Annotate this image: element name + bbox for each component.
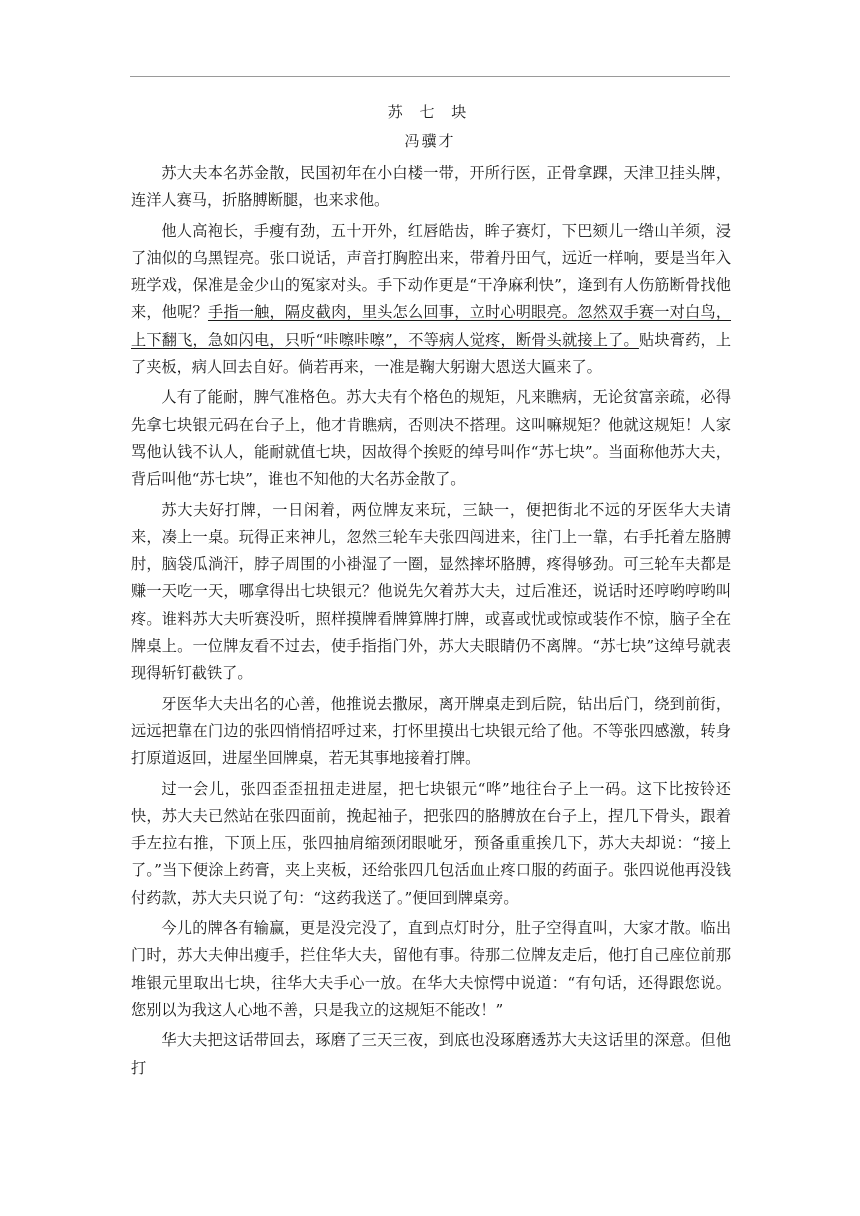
story-body [131, 160, 731, 1085]
paragraph: 今儿的牌各有输赢，更是没完没了，直到点灯时分，肚子空得直叫，大家才散。临出门时，苏大夫伸出瘦手，拦住华大夫，留他有事。待那二位牌友走后，他打自己座位前那堆银元里取出七块，往华大夫手心一放。在华大夫惊愕中说道：“有句话，还得跟您说。您别以为我这人心地不善，只是我立的这规矩不能改！” [131, 919, 731, 1019]
paragraph: 华大夫把这话带回去，琢磨了三天三夜，到底也没琢磨透苏大夫这话里的深意。但他打 [131, 1031, 731, 1077]
story-title: 苏 七 块 [387, 103, 473, 121]
paragraph: 过一会儿，张四歪歪扭扭走进屋，把七块银元“哗”地往台子上一码。这下比按铃还快，苏大夫已然站在张四面前，挽起袖子，把张四的胳膊放在台子上，捏几下骨头，跟着手左拉右推，下顶上压，张四抽肩缩颈闭眼呲牙，预备重重挨几下，苏大夫却说：“接上了。”当下便涂上药膏，夹上夹板，还给张四几包活血止疼口服的药面子。张四说他再没钱付药款，苏大夫只说了句：“这药我送了。”便回到牌桌旁。 [131, 779, 731, 907]
paragraph-text: 他人高袍长，手瘦有劲，五十开外，红唇皓齿，眸子赛灯，下巴颏儿一绺山羊须，浸了油似的乌黑锃亮。张口说话，声音打胸腔出来，带着丹田气，远近一样响，要是当年入班学戏，保准是金少山的冤家对头。手下动作更是“干净麻利快”，逢到有人伤筋断骨找他来，他呢？ [131, 221, 731, 322]
author-name: 冯骥才 [404, 132, 456, 150]
paragraph: 牙医华大夫出名的心善，他推说去撒尿，离开牌桌走到后院，钻出后门，绕到前街，远远把靠在门边的张四悄悄招呼过来，打怀里摸出七块银元给了他。不等张四感激，转身打原道返回，进屋坐回牌桌，若无其事地接着打牌。 [131, 694, 731, 768]
paragraph: 苏大夫好打牌，一日闲着，两位牌友来玩，三缺一，便把街北不远的牙医华大夫请来，凑上一桌。玩得正来神儿，忽然三轮车夫张四闯进来，往门上一靠，右手托着左胳膊肘，脑袋瓜淌汗，脖子周围的小褂湿了一圈，显然摔坏胳膊，疼得够劲。可三轮车夫都是赚一天吃一天，哪拿得出七块银元？他说先欠着苏大夫，过后准还，说话时还哼哟哼哟叫疼。谁料苏大夫听赛没听，照样摸牌看牌算牌打牌，或喜或忧或惊或装作不惊，脑子全在牌桌上。一位牌友看不过去，使手指指门外，苏大夫眼睛仍不离牌。“苏七块”这绰号就表现得斩钉截铁了。 [131, 500, 731, 683]
paragraph: 苏大夫本名苏金散，民国初年在小白楼一带，开所行医，正骨拿踝，天津卫挂头牌，连洋人赛马，折胳膊断腿，也来求他。 [131, 164, 731, 210]
header-rule [130, 76, 730, 77]
underlined-passage: 手指一触，隔皮截肉，里头怎么回事，立时心明眼亮。忽然双手赛一对白鸟，上下翻飞，急如闪电，只听“咔嚓咔嚓”，不等病人觉疼，断骨头就接上了。 [131, 303, 732, 349]
paragraph-text: 贴块膏药，上了夹板，病人回去自好。倘若再来，一准是鞠大躬谢大恩送大匾来了。 [131, 330, 732, 377]
paragraph: 人有了能耐，脾气准格色。苏大夫有个格色的规矩，凡来瞧病，无论贫富亲疏，必得先拿七块银元码在台子上，他才肯瞧病，否则决不搭理。这叫嘛规矩？他就这规矩！人家骂他认钱不认人，能耐就值七块，因故得个挨贬的绰号叫作“苏七块”。当面称他苏大夫，背后叫他“苏七块”，谁也不知他的大名苏金散了。 [131, 388, 731, 489]
paragraph [131, 218, 731, 382]
